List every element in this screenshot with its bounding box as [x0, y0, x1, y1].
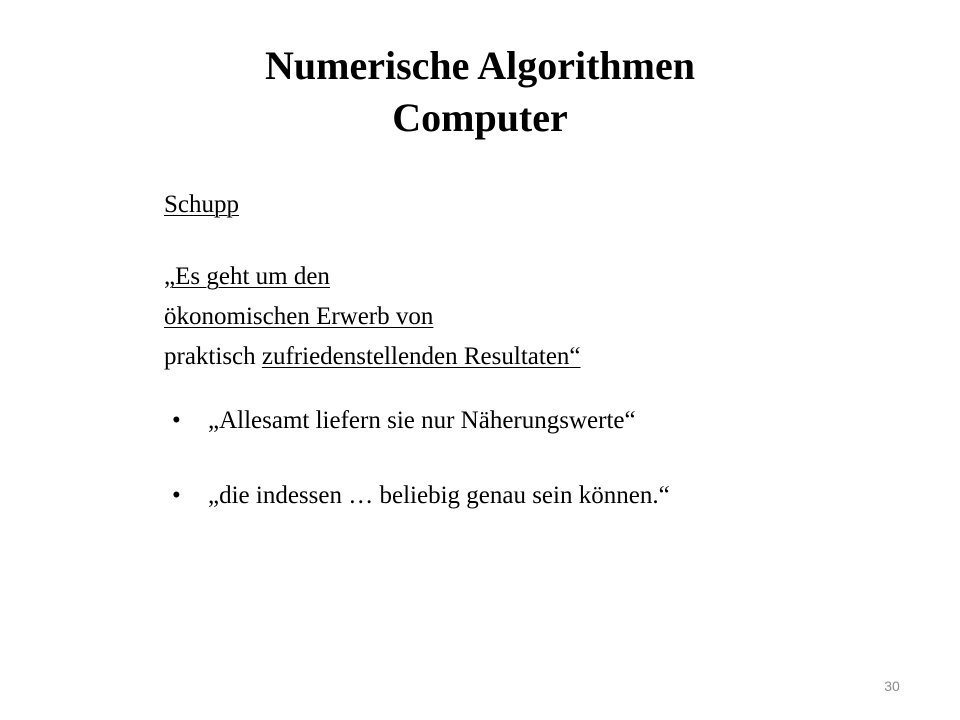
slide-subtitle: Computer	[392, 95, 568, 140]
quote-line-2: ökonomischen Erwerb von	[164, 303, 434, 330]
page-number: 30	[884, 678, 900, 694]
quote-line-3-underlined: zufriedenstellenden Resultaten	[261, 343, 570, 370]
quote-line-1: „Es geht um den	[164, 263, 330, 290]
bullet-text: „die indessen … beliebig genau sein können.“	[208, 482, 670, 509]
bullet-dot-icon: •	[172, 482, 181, 509]
slide-title: Numerische Algorithmen	[265, 43, 695, 88]
quote-line-3-close: “	[569, 343, 581, 370]
quote-line-3-plain: praktisch	[164, 343, 262, 370]
bullet-dot-icon: •	[172, 407, 181, 434]
author-name: Schupp	[164, 191, 239, 218]
bullet-text: „Allesamt liefern sie nur Näherungswerte“	[208, 407, 636, 434]
bullet-item	[172, 481, 670, 511]
bullet-item	[172, 406, 636, 436]
quote-line-3	[164, 342, 581, 372]
